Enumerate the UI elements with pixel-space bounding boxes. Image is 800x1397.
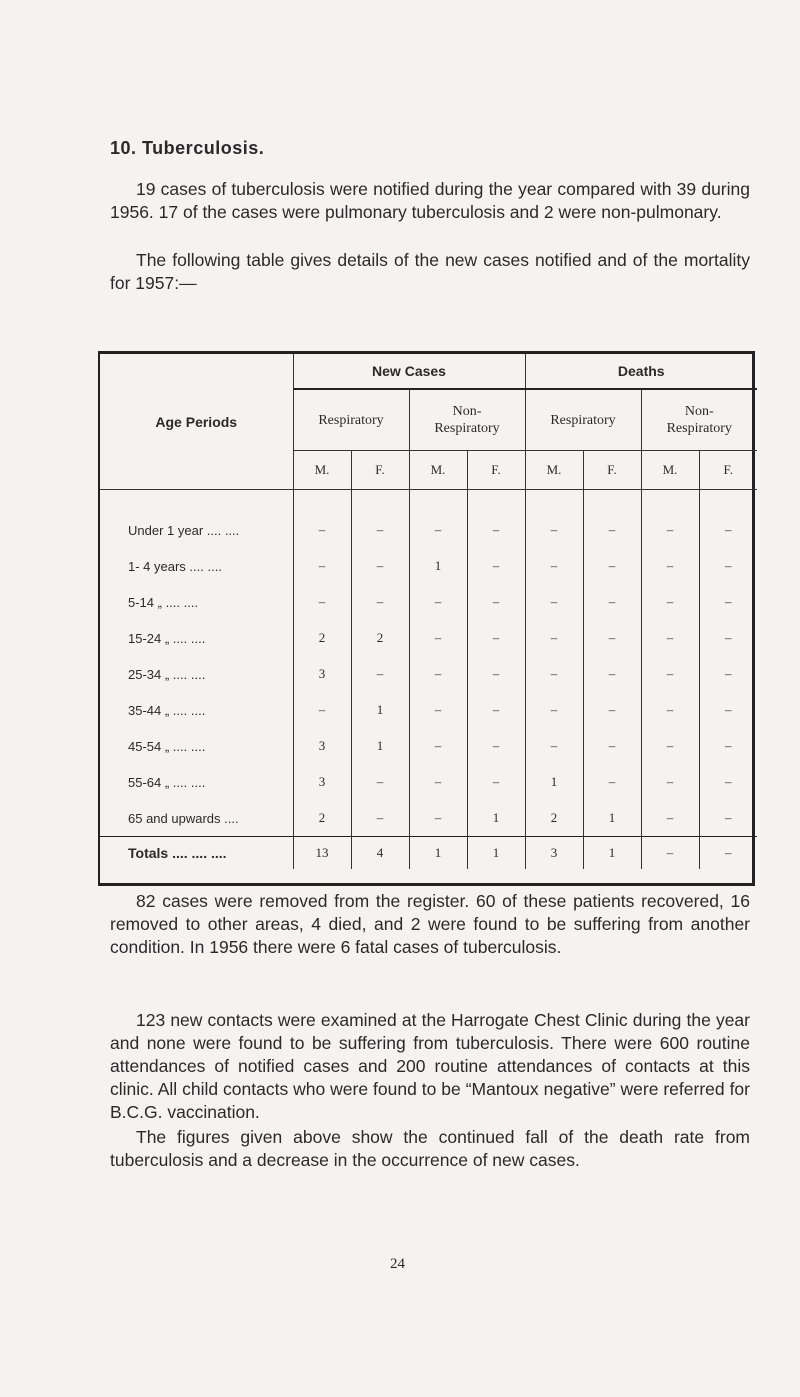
age-period-cell: 15-24 „ .... .... — [128, 630, 206, 646]
value-cell: – — [525, 692, 583, 728]
total-cell: 3 — [525, 837, 583, 870]
value-cell: – — [351, 548, 409, 584]
value-cell: – — [641, 548, 699, 584]
total-cell: – — [699, 837, 757, 870]
value-cell: – — [293, 512, 351, 548]
tuberculosis-table-grid — [100, 354, 757, 869]
value-cell: 3 — [293, 728, 351, 764]
value-cell: – — [409, 620, 467, 656]
non-respiratory-line1: Non- — [684, 404, 714, 419]
value-cell: 2 — [293, 620, 351, 656]
total-cell: 1 — [409, 837, 467, 870]
value-cell: – — [699, 692, 757, 728]
table-row — [100, 656, 757, 692]
value-cell: – — [583, 512, 641, 548]
col-female: F. — [467, 451, 525, 490]
col-male: M. — [409, 451, 467, 490]
value-cell: – — [351, 512, 409, 548]
value-cell: – — [583, 692, 641, 728]
value-cell: – — [699, 800, 757, 837]
page-number: 24 — [390, 1256, 405, 1272]
value-cell: 2 — [525, 800, 583, 837]
value-cell: 1 — [467, 800, 525, 837]
value-cell: 1 — [409, 548, 467, 584]
value-cell: – — [467, 656, 525, 692]
value-cell: – — [409, 692, 467, 728]
total-cell: 1 — [467, 837, 525, 870]
value-cell: – — [351, 764, 409, 800]
value-cell: – — [409, 584, 467, 620]
table-row — [100, 692, 757, 728]
table-row — [100, 584, 757, 620]
value-cell: – — [351, 656, 409, 692]
value-cell: – — [525, 656, 583, 692]
tuberculosis-table — [98, 351, 755, 886]
value-cell: – — [525, 728, 583, 764]
paragraph-contacts: 123 new contacts were examined at the Harrogate Chest Clinic during the year and none were found to be suffering from tuberculosis. There were 600 routine attendances of notified cases and 200 routine attendances of contacts at this clinic. All child contacts who were found to be “Mantoux negative” were referred for B.C.G. vaccination. — [110, 1010, 750, 1122]
value-cell: – — [641, 620, 699, 656]
value-cell: 1 — [525, 764, 583, 800]
value-cell: – — [467, 512, 525, 548]
value-cell: – — [699, 656, 757, 692]
value-cell: – — [467, 764, 525, 800]
total-cell: 13 — [293, 837, 351, 870]
deaths-header: Deaths — [525, 354, 757, 389]
table-row — [100, 764, 757, 800]
value-cell: – — [641, 728, 699, 764]
value-cell: 3 — [293, 764, 351, 800]
paragraph-register: 82 cases were removed from the register. 60 of these patients recovered, 16 removed to other areas, 4 died, and 2 were found to be suffering from another condition. In 1956 there were 6 fatal cases of tuberculosis. — [110, 891, 750, 957]
value-cell: – — [699, 764, 757, 800]
table-row — [100, 728, 757, 764]
value-cell: – — [699, 584, 757, 620]
non-respiratory-line1: Non- — [452, 404, 482, 419]
value-cell: – — [641, 764, 699, 800]
paragraph-conclusion: The figures given above show the continued fall of the death rate from tuberculosis and a decrease in the occurrence of new cases. — [110, 1127, 750, 1170]
total-cell: 1 — [583, 837, 641, 870]
value-cell: 2 — [293, 800, 351, 837]
value-cell: – — [409, 656, 467, 692]
value-cell: – — [583, 620, 641, 656]
value-cell: 3 — [293, 656, 351, 692]
value-cell: 2 — [351, 620, 409, 656]
table-body — [100, 490, 757, 870]
value-cell: – — [699, 512, 757, 548]
age-period-cell: 1- 4 years .... .... — [128, 558, 222, 574]
col-female: F. — [583, 451, 641, 490]
value-cell: – — [583, 764, 641, 800]
col-male: M. — [525, 451, 583, 490]
value-cell: – — [525, 620, 583, 656]
totals-row — [100, 837, 757, 870]
age-period-cell: 65 and upwards .... — [128, 810, 239, 826]
value-cell: – — [641, 692, 699, 728]
value-cell: – — [525, 584, 583, 620]
value-cell: – — [351, 584, 409, 620]
value-cell: – — [699, 548, 757, 584]
value-cell: – — [467, 584, 525, 620]
value-cell: – — [409, 728, 467, 764]
value-cell: – — [583, 728, 641, 764]
col-female: F. — [699, 451, 757, 490]
table-row — [100, 800, 757, 837]
value-cell: – — [409, 764, 467, 800]
value-cell: – — [293, 692, 351, 728]
non-respiratory-line2: Respiratory — [434, 421, 500, 436]
new-non-respiratory-header — [409, 389, 525, 451]
value-cell: – — [641, 584, 699, 620]
table-row — [100, 512, 757, 548]
value-cell: 1 — [351, 728, 409, 764]
col-male: M. — [641, 451, 699, 490]
col-male: M. — [293, 451, 351, 490]
value-cell: 1 — [351, 692, 409, 728]
new-respiratory-header: Respiratory — [293, 389, 409, 451]
value-cell: 1 — [583, 800, 641, 837]
value-cell: – — [409, 512, 467, 548]
new-cases-header: New Cases — [293, 354, 525, 389]
value-cell: – — [699, 620, 757, 656]
value-cell: – — [583, 656, 641, 692]
value-cell: – — [583, 584, 641, 620]
total-cell: 4 — [351, 837, 409, 870]
value-cell: – — [351, 800, 409, 837]
col-female: F. — [351, 451, 409, 490]
value-cell: – — [699, 728, 757, 764]
deaths-non-respiratory-header — [641, 389, 757, 451]
total-cell: – — [641, 837, 699, 870]
value-cell: – — [467, 620, 525, 656]
totals-label: Totals .... .... .... — [100, 837, 293, 870]
value-cell: – — [293, 548, 351, 584]
age-period-cell: 55-64 „ .... .... — [128, 774, 206, 790]
paragraph-notifications: 19 cases of tuberculosis were notified during the year compared with 39 during 1956. 17 of the cases were pulmonary tuberculosis and 2 were non-pulmonary. — [110, 179, 750, 222]
age-periods-header: Age Periods — [100, 354, 293, 490]
value-cell: – — [409, 800, 467, 837]
value-cell: – — [641, 512, 699, 548]
table-row — [100, 620, 757, 656]
value-cell: – — [583, 548, 641, 584]
value-cell: – — [641, 656, 699, 692]
table-row — [100, 548, 757, 584]
value-cell: – — [641, 800, 699, 837]
age-period-cell: Under 1 year .... .... — [128, 522, 240, 538]
value-cell: – — [467, 728, 525, 764]
value-cell: – — [293, 584, 351, 620]
age-period-cell: 25-34 „ .... .... — [128, 666, 206, 682]
non-respiratory-line2: Respiratory — [666, 421, 732, 436]
deaths-respiratory-header: Respiratory — [525, 389, 641, 451]
section-heading: 10. Tuberculosis. — [110, 138, 265, 158]
value-cell: – — [525, 512, 583, 548]
value-cell: – — [467, 692, 525, 728]
paragraph-table-intro: The following table gives details of the new cases notified and of the mortality for 1957:— — [110, 250, 750, 293]
age-period-cell: 35-44 „ .... .... — [128, 702, 206, 718]
value-cell: – — [525, 548, 583, 584]
age-period-cell: 5-14 „ .... .... — [128, 594, 199, 610]
age-period-cell: 45-54 „ .... .... — [128, 738, 206, 754]
value-cell: – — [467, 548, 525, 584]
